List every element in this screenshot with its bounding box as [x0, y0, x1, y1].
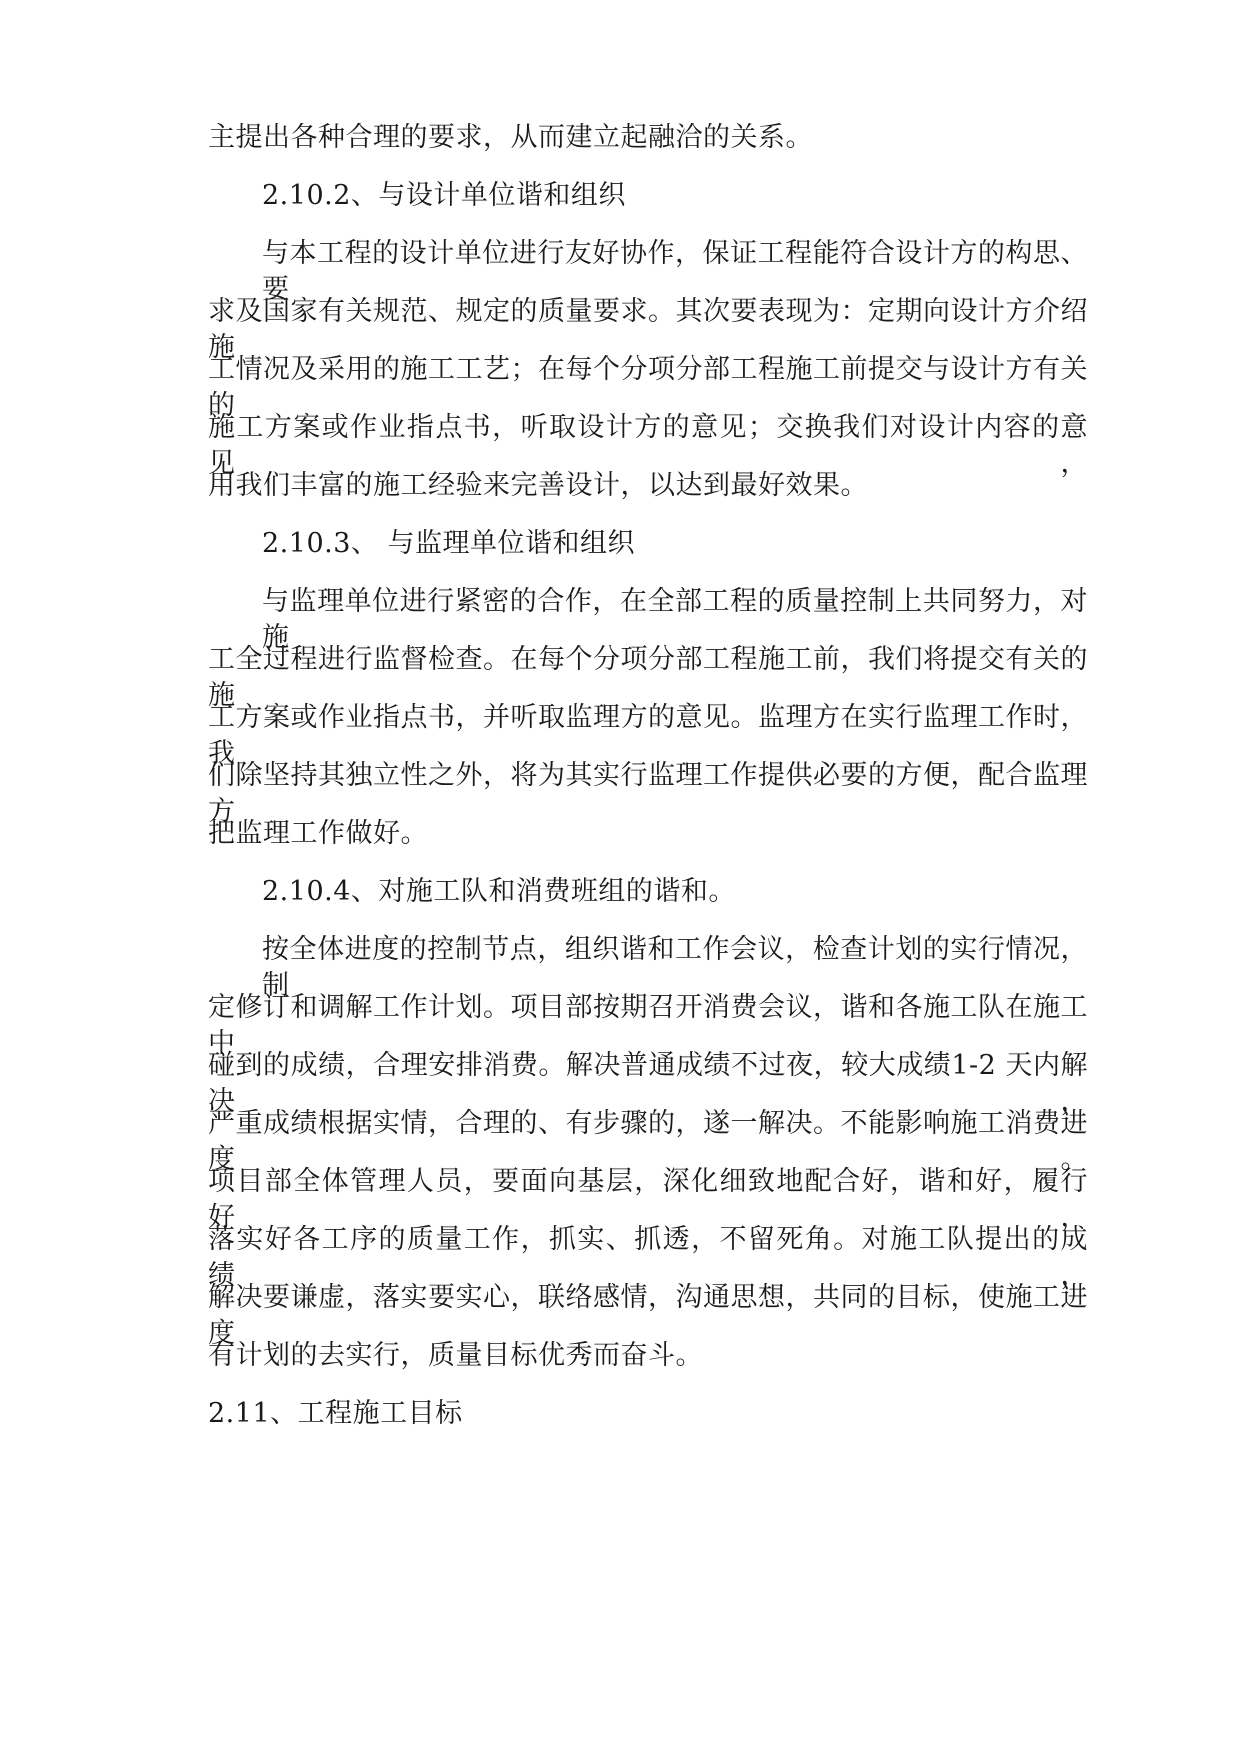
section-heading-2-10-4: 2.10.4、对施工队和消费班组的谐和。 [262, 876, 736, 907]
section-heading-2-11: 2.11、工程施工目标 [208, 1398, 463, 1429]
paragraph-line: 有计划的去实行，质量目标优秀而奋斗。 [208, 1340, 703, 1371]
paragraph-line: 求及国家有关规范、规定的质量要求。其次要表现为：定期向设计方介绍施 [208, 296, 1088, 363]
paragraph-line: 施工方案或作业指点书，听取设计方的意见；交换我们对设计内容的意见， [208, 412, 1088, 479]
paragraph-line: 落实好各工序的质量工作，抓实、抓透，不留死角。对施工队提出的成绩， [208, 1224, 1088, 1291]
paragraph-line: 主提出各种合理的要求，从而建立起融洽的关系。 [208, 122, 813, 153]
paragraph-line: 项目部全体管理人员，要面向基层，深化细致地配合好，谐和好，履行好， [208, 1166, 1088, 1233]
paragraph-line: 按全体进度的控制节点，组织谐和工作会议，检查计划的实行情况，制 [262, 934, 1088, 1001]
paragraph-line: 严重成绩根据实情，合理的、有步骤的，遂一解决。不能影响施工消费进度。 [208, 1108, 1088, 1175]
paragraph-line: 工情况及采用的施工工艺；在每个分项分部工程施工前提交与设计方有关的 [208, 354, 1088, 421]
paragraph-line: 工全过程进行监督检查。在每个分项分部工程施工前，我们将提交有关的施 [208, 644, 1088, 711]
paragraph-line: 工方案或作业指点书，并听取监理方的意见。监理方在实行监理工作时，我 [208, 702, 1088, 769]
paragraph-line: 碰到的成绩，合理安排消费。解决普通成绩不过夜，较大成绩1-2 天内解决， [208, 1050, 1088, 1117]
paragraph-line: 们除坚持其独立性之外，将为其实行监理工作提供必要的方便，配合监理方 [208, 760, 1088, 827]
paragraph-line: 与本工程的设计单位进行友好协作，保证工程能符合设计方的构思、要 [262, 238, 1088, 305]
paragraph-line: 把监理工作做好。 [208, 818, 428, 849]
section-heading-2-10-2: 2.10.2、与设计单位谐和组织 [262, 180, 626, 211]
paragraph-line: 解决要谦虚，落实要实心，联络感情，沟通思想，共同的目标，使施工进度 [208, 1282, 1088, 1349]
paragraph-line: 定修订和调解工作计划。项目部按期召开消费会议，谐和各施工队在施工中 [208, 992, 1088, 1059]
paragraph-line: 用我们丰富的施工经验来完善设计，以达到最好效果。 [208, 470, 868, 501]
paragraph-line: 与监理单位进行紧密的合作，在全部工程的质量控制上共同努力，对施 [262, 586, 1088, 653]
section-heading-2-10-3: 2.10.3、 与监理单位谐和组织 [262, 528, 635, 559]
